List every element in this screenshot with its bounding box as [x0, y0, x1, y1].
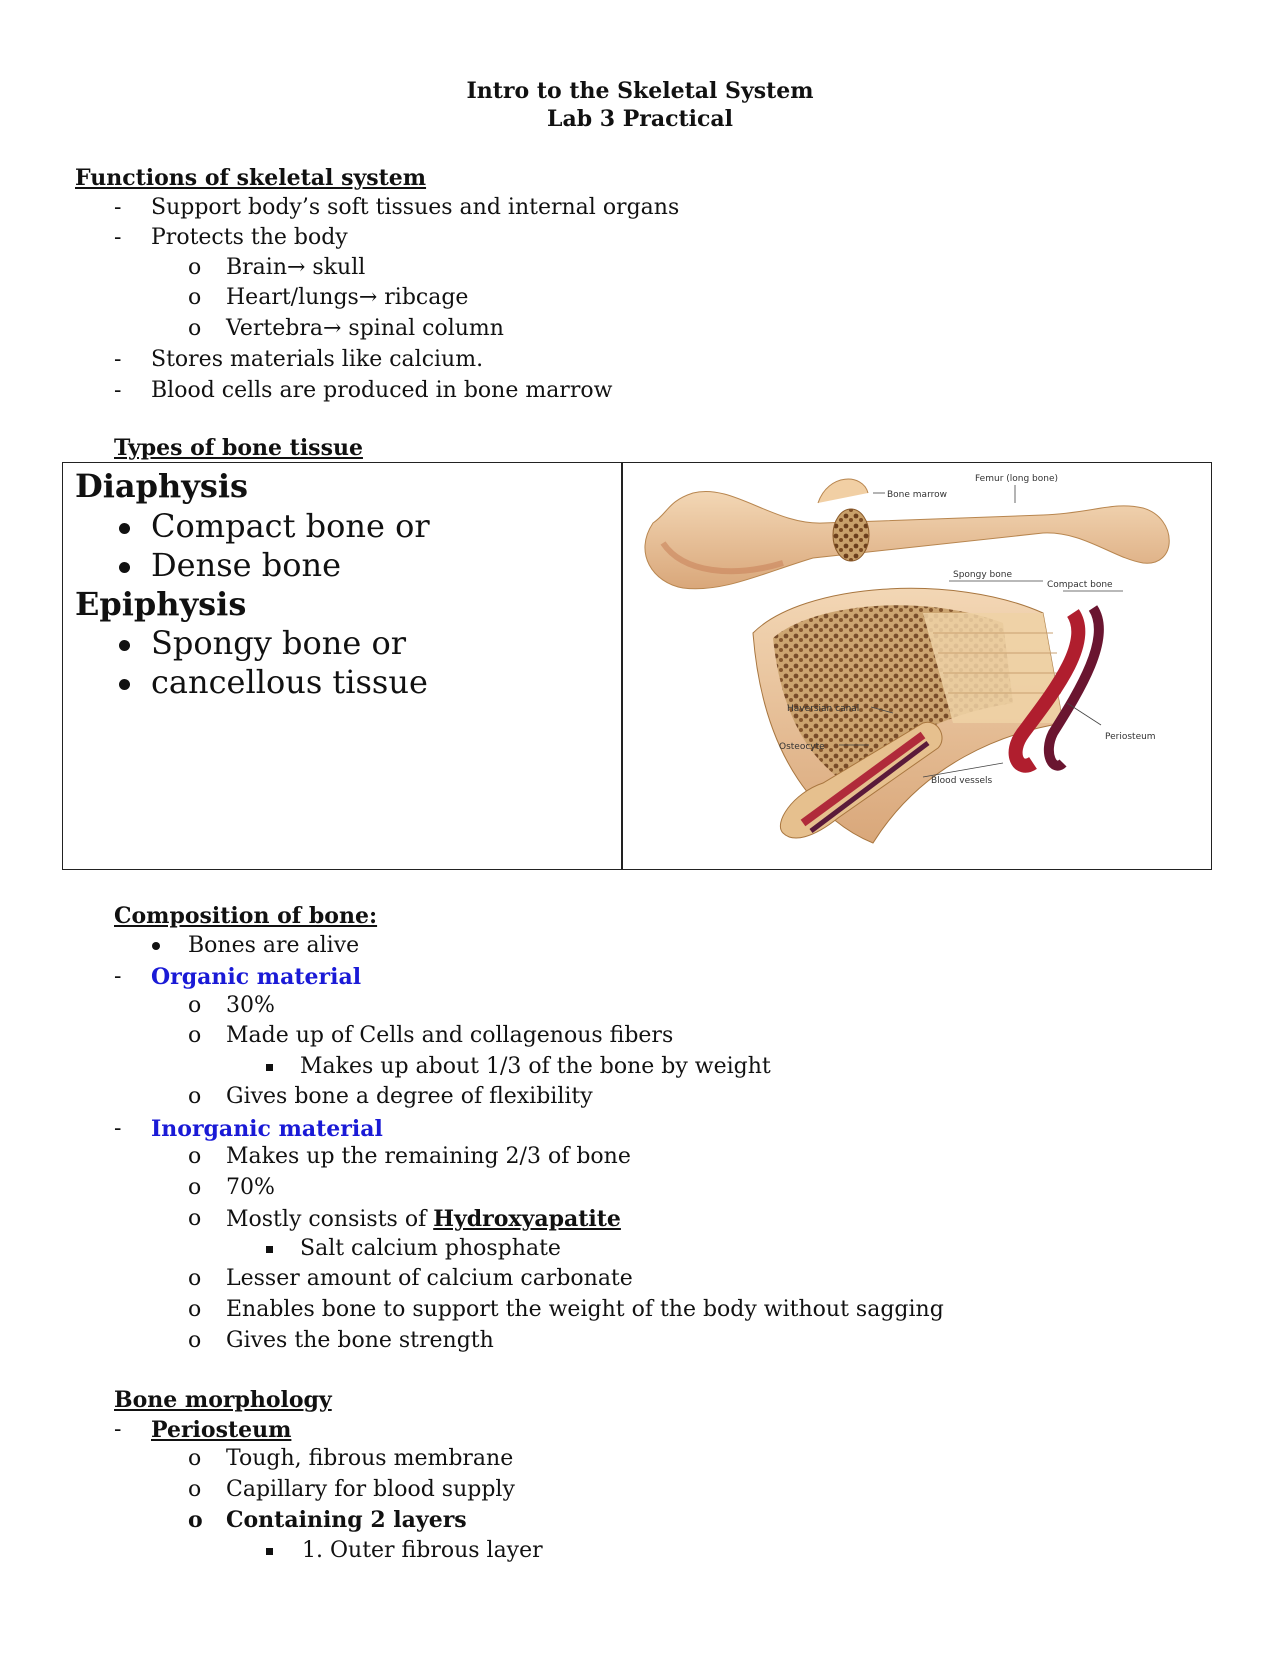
functions-item: Support body’s soft tissues and internal organs: [151, 195, 680, 220]
dash-marker: -: [114, 1417, 122, 1442]
epiphysis-heading: Epiphysis: [75, 585, 247, 623]
dash-marker: -: [114, 225, 122, 250]
circle-marker: o: [188, 1477, 202, 1502]
functions-heading: Functions of skeletal system: [75, 165, 427, 191]
bullet-icon: [152, 942, 160, 950]
circle-marker: o: [188, 1206, 202, 1231]
inorganic-subitem: Salt calcium phosphate: [300, 1236, 561, 1261]
inorganic-item: 70%: [226, 1175, 275, 1200]
dash-marker: -: [114, 1116, 122, 1141]
inorganic-item: Enables bone to support the weight of the body without sagging: [226, 1297, 944, 1322]
composition-heading: Composition of bone:: [114, 903, 378, 929]
composition-item: Bones are alive: [188, 933, 360, 958]
square-bullet-icon: [266, 1246, 273, 1253]
periosteum-item: Capillary for blood supply: [226, 1477, 515, 1502]
bullet-icon: [119, 562, 130, 573]
inorganic-item: Gives the bone strength: [226, 1328, 494, 1353]
functions-item: Blood cells are produced in bone marrow: [151, 378, 613, 403]
periosteum-heading: Periosteum: [151, 1417, 292, 1443]
bone-tissue-table: [62, 462, 1212, 870]
diaphysis-item: Dense bone: [151, 546, 342, 584]
organic-item: Made up of Cells and collagenous fibers: [226, 1023, 674, 1048]
inorganic-item-prefix: Mostly consists of: [226, 1207, 434, 1232]
morphology-heading: Bone morphology: [114, 1387, 332, 1413]
periosteum-item: Tough, fibrous membrane: [226, 1446, 514, 1471]
functions-subitem: Brain→ skull: [226, 255, 366, 280]
dash-marker: -: [114, 195, 122, 220]
bullet-icon: [119, 640, 130, 651]
inorganic-item: Lesser amount of calcium carbonate: [226, 1266, 633, 1291]
inorganic-item: Makes up the remaining 2/3 of bone: [226, 1144, 631, 1169]
label-bone-marrow: Bone marrow: [887, 490, 947, 500]
functions-item: Stores materials like calcium.: [151, 347, 484, 372]
circle-marker: o: [188, 1328, 202, 1353]
epiphysis-item: cancellous tissue: [151, 663, 428, 701]
organic-subitem: Makes up about 1/3 of the bone by weight: [300, 1054, 771, 1079]
bone-cross-section-illustration: [623, 463, 1211, 869]
document-title: Intro to the Skeletal System: [466, 78, 814, 104]
label-blood-vessels: Blood vessels: [931, 776, 993, 786]
organic-material-heading: Organic material: [151, 964, 362, 990]
circle-marker: o: [188, 1175, 202, 1200]
inorganic-item: [226, 1205, 621, 1234]
circle-marker: o: [188, 285, 202, 310]
circle-marker: o: [188, 1266, 202, 1291]
circle-marker: o: [188, 1144, 202, 1169]
circle-marker: o: [188, 1084, 202, 1109]
bullet-icon: [119, 679, 130, 690]
functions-subitem: Heart/lungs→ ribcage: [226, 285, 469, 310]
diaphysis-item: Compact bone or: [151, 507, 430, 545]
functions-item: Protects the body: [151, 225, 348, 250]
organic-item: 30%: [226, 993, 275, 1018]
hydroxyapatite-term: Hydroxyapatite: [433, 1206, 621, 1232]
circle-marker: o: [188, 1297, 202, 1322]
diaphysis-heading: Diaphysis: [75, 467, 249, 505]
circle-marker: o: [188, 1023, 202, 1048]
label-haversian-canal: Haversian canal: [787, 704, 860, 714]
types-heading: Types of bone tissue: [114, 435, 363, 461]
square-bullet-icon: [266, 1548, 273, 1555]
bullet-icon: [119, 523, 130, 534]
circle-marker: o: [188, 255, 202, 280]
label-femur: Femur (long bone): [975, 474, 1059, 484]
organic-item: Gives bone a degree of flexibility: [226, 1084, 593, 1109]
square-bullet-icon: [266, 1064, 273, 1071]
circle-marker: o: [188, 316, 202, 341]
circle-marker: o: [188, 1507, 203, 1533]
bone-tissue-text-cell: [63, 463, 621, 869]
dash-marker: -: [114, 378, 122, 403]
periosteum-item: Containing 2 layers: [226, 1507, 467, 1533]
document-subtitle: Lab 3 Practical: [546, 106, 734, 132]
circle-marker: o: [188, 1446, 202, 1471]
label-compact-bone: Compact bone: [1047, 580, 1113, 590]
label-spongy-bone: Spongy bone: [953, 570, 1012, 580]
bone-illustration-cell: [623, 463, 1211, 869]
circle-marker: o: [188, 993, 202, 1018]
epiphysis-item: Spongy bone or: [151, 624, 407, 662]
functions-subitem: Vertebra→ spinal column: [226, 316, 504, 341]
inorganic-material-heading: Inorganic material: [151, 1116, 383, 1142]
periosteum-subitem: 1. Outer fibrous layer: [302, 1538, 543, 1563]
label-osteocyte: Osteocyte: [779, 742, 825, 752]
dash-marker: -: [114, 964, 122, 989]
label-periosteum: Periosteum: [1105, 732, 1156, 742]
dash-marker: -: [114, 347, 122, 372]
